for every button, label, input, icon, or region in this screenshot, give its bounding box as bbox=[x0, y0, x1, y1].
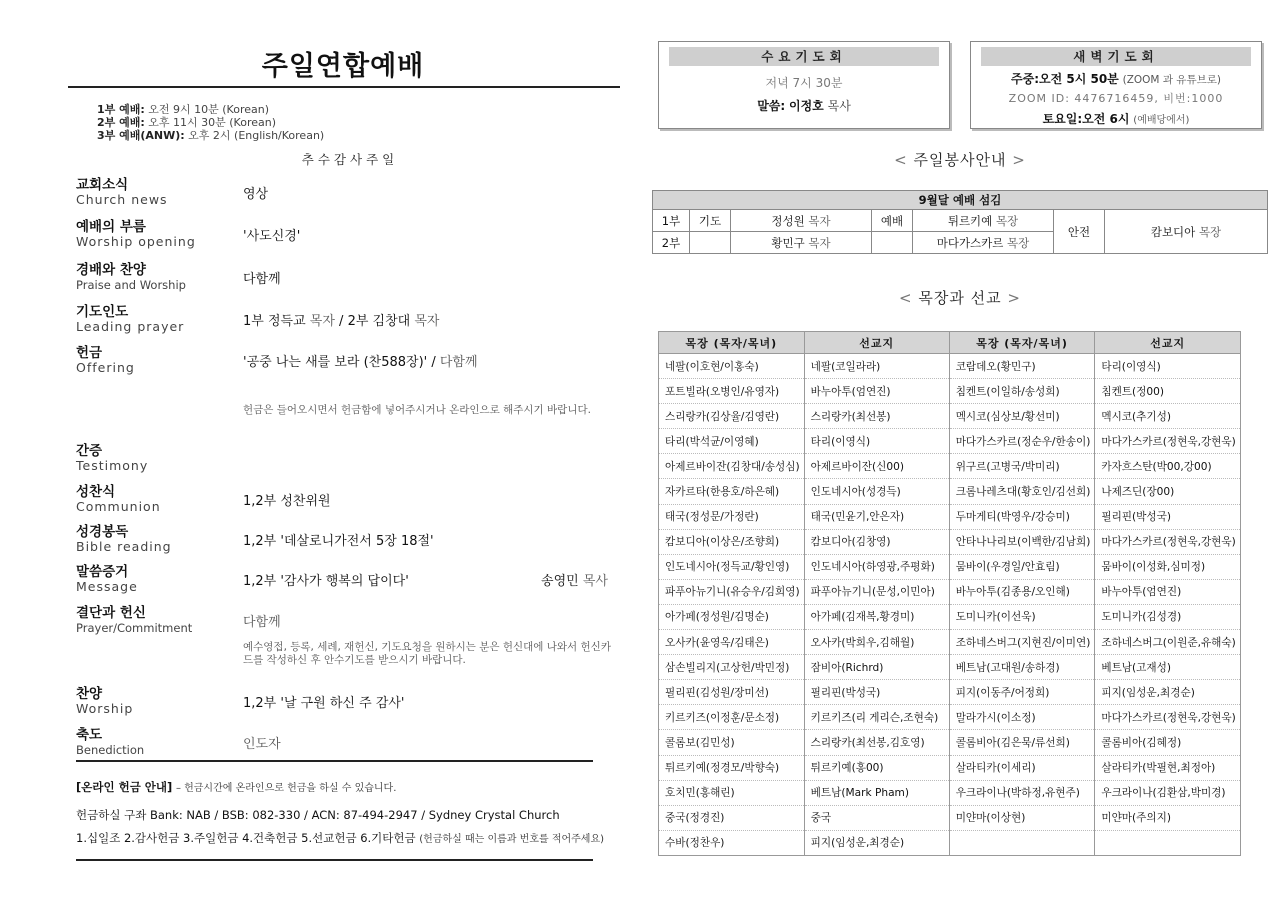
table-cell: 피지(임성운,최경순) bbox=[1095, 680, 1241, 705]
service-section-title: < 주일봉사안내 > bbox=[894, 151, 1026, 169]
online-bottom-divider bbox=[76, 859, 593, 861]
table-cell: 뭄바이(우경일/안효림) bbox=[949, 554, 1095, 579]
wednesday-prayer-box bbox=[658, 41, 950, 129]
table-row bbox=[659, 504, 1241, 529]
table-cell: 크롬나레츠대(황호인/김선희) bbox=[949, 479, 1095, 504]
table-cell: 콜롬비아(김혜정) bbox=[1095, 730, 1241, 755]
schedule-line-1: 1부 예배: 오전 9시 10분 (Korean) bbox=[97, 103, 269, 116]
worship-schedule bbox=[97, 103, 324, 142]
table-cell: 스리랑카(김상율/김영란) bbox=[659, 404, 805, 429]
table-cell: 카자흐스탄(박00,강00) bbox=[1095, 454, 1241, 479]
table-cell: 우크라이나(김환삼,박미경) bbox=[1095, 780, 1241, 805]
table-cell: 스리랑카(최선봉,김호영) bbox=[804, 730, 949, 755]
table-cell: 베트남(고대원/송하경) bbox=[949, 655, 1095, 680]
table-row bbox=[659, 604, 1241, 629]
table-cell: 타리(이영식) bbox=[804, 429, 949, 454]
service-row-1: 1부 기도 정성원 목자 예배 튀르키예 목장 안전 캄보디아 목장 bbox=[653, 210, 1268, 232]
table-cell: 캄보디아(김창영) bbox=[804, 529, 949, 554]
online-top-divider bbox=[76, 760, 593, 762]
table-cell: 콜롬보(김민성) bbox=[659, 730, 805, 755]
table-cell: 오사카(박희우,김해월) bbox=[804, 630, 949, 655]
wednesday-time: 저녁 7시 30분 bbox=[765, 76, 843, 90]
table-cell: 필리핀(박성국) bbox=[804, 680, 949, 705]
table-cell: 파푸아뉴기니(문성,이민아) bbox=[804, 579, 949, 604]
table-cell: 멕시코(심상보/황선미) bbox=[949, 404, 1095, 429]
schedule-line-2: 2부 예배: 오후 11시 30분 (Korean) bbox=[97, 116, 276, 129]
preacher: 송영민 목사 bbox=[541, 574, 608, 589]
table-cell: 두마게티(박영우/강승미) bbox=[949, 504, 1095, 529]
table-cell: 안타나나리보(이백한/김남희) bbox=[949, 529, 1095, 554]
table-row bbox=[659, 705, 1241, 730]
table-cell: 마다가스카르(정현욱,강현욱) bbox=[1095, 429, 1241, 454]
table-cell bbox=[949, 830, 1095, 855]
table-cell: 마다가스카르(정현욱,강현욱) bbox=[1095, 705, 1241, 730]
wednesday-title: 수요기도회 bbox=[669, 47, 939, 66]
table-cell: 베트남(Mark Pham) bbox=[804, 780, 949, 805]
table-cell: 필리핀(박성국) bbox=[1095, 504, 1241, 529]
offering-note: 헌금은 들어오시면서 헌금함에 넣어주시거나 온라인으로 해주시기 바랍니다. bbox=[243, 404, 591, 416]
table-cell: 태국(민윤기,안은자) bbox=[804, 504, 949, 529]
table-cell: 중국 bbox=[804, 805, 949, 830]
table-cell: 태국(정성문/가정란) bbox=[659, 504, 805, 529]
wednesday-speaker: 말씀: 이정호 목사 bbox=[757, 99, 851, 113]
table-cell: 침켄트(이일하/송성희) bbox=[949, 379, 1095, 404]
table-row bbox=[659, 830, 1241, 855]
table-cell: 네팔(이호현/이홍숙) bbox=[659, 354, 805, 379]
offering-types: 1.십일조 2.감사헌금 3.주일헌금 4.건축헌금 5.선교헌금 6.기타헌금 (헌금하실 때는 이름과 번호를 적어주세요) bbox=[76, 831, 605, 845]
table-cell: 뭄바이(이성화,심미정) bbox=[1095, 554, 1241, 579]
table-cell: 미얀마(이상현) bbox=[949, 805, 1095, 830]
service-row-2: 2부 황민구 목자 마다가스카르 목장 bbox=[653, 232, 1268, 254]
table-cell: 잠비아(Richrd) bbox=[804, 655, 949, 680]
table-cell: 삼손빌리지(고상헌/박민정) bbox=[659, 655, 805, 680]
commitment-note: 예수영접, 등록, 세례, 재헌신, 기도요청을 원하시는 분은 헌신대에 나와서 헌신카드를 작성하신 후 안수기도를 받으시기 바랍니다. bbox=[243, 641, 611, 666]
table-cell: 타리(이영식) bbox=[1095, 354, 1241, 379]
table-row bbox=[659, 454, 1241, 479]
table-cell: 아제르바이잔(신00) bbox=[804, 454, 949, 479]
table-cell: 인도네시아(하영광,주평화) bbox=[804, 554, 949, 579]
dawn-weekday: 주중:오전 5시 50분 (ZOOM 과 유튜브로) bbox=[1011, 72, 1221, 86]
table-row bbox=[659, 379, 1241, 404]
table-cell: 베트남(고재성) bbox=[1095, 655, 1241, 680]
table-cell: 바누아투(엄연진) bbox=[804, 379, 949, 404]
table-row bbox=[659, 354, 1241, 379]
table-cell: 네팔(코일라라) bbox=[804, 354, 949, 379]
table-cell: 아제르바이잔(김창대/송성심) bbox=[659, 454, 805, 479]
schedule-line-3: 3부 예배(ANW): 오후 2시 (English/Korean) bbox=[97, 129, 325, 142]
table-cell: 호치민(홍해린) bbox=[659, 780, 805, 805]
table-row bbox=[659, 805, 1241, 830]
table-cell: 마다가스카르(정현욱,강현욱) bbox=[1095, 529, 1241, 554]
table-row bbox=[659, 479, 1241, 504]
table-cell: 피지(이동주/어정희) bbox=[949, 680, 1095, 705]
table-cell bbox=[1095, 830, 1241, 855]
table-row bbox=[659, 404, 1241, 429]
dawn-prayer-box bbox=[970, 41, 1262, 129]
table-row bbox=[659, 780, 1241, 805]
service-table bbox=[652, 190, 1268, 254]
dawn-saturday: 토요일:오전 6시 (예배당에서) bbox=[1042, 112, 1190, 126]
table-cell: 위구르(고병국/박미리) bbox=[949, 454, 1095, 479]
table-cell: 오사카(윤영옥/김태은) bbox=[659, 630, 805, 655]
table-row bbox=[659, 554, 1241, 579]
table-cell: 코람데오(황민구) bbox=[949, 354, 1095, 379]
table-cell: 중국(정경진) bbox=[659, 805, 805, 830]
table-cell: 바누아투(엄연진) bbox=[1095, 579, 1241, 604]
mission-table-header: 목장 (목자/목녀) 선교지 목장 (목자/목녀) 선교지 bbox=[659, 332, 1241, 354]
service-table-header: 9월달 예배 섬김 bbox=[653, 191, 1268, 210]
mission-section-title: < 목장과 선교 > bbox=[899, 289, 1021, 307]
table-row bbox=[659, 730, 1241, 755]
table-row bbox=[659, 655, 1241, 680]
table-cell: 피지(임성운,최경순) bbox=[804, 830, 949, 855]
table-cell: 살라티카(박필현,최정아) bbox=[1095, 755, 1241, 780]
table-cell: 조하네스버그(지현진/이미연) bbox=[949, 630, 1095, 655]
table-cell: 스리랑카(최선봉) bbox=[804, 404, 949, 429]
table-cell: 인도네시아(정득교/황인영) bbox=[659, 554, 805, 579]
table-row bbox=[659, 429, 1241, 454]
week-title: 추수감사주일 bbox=[301, 152, 399, 167]
table-cell: 인도네시아(성경득) bbox=[804, 479, 949, 504]
table-cell: 포트빌라(오병인/유영자) bbox=[659, 379, 805, 404]
dawn-zoom: ZOOM ID: 4476716459, 비번:1000 bbox=[1008, 92, 1224, 105]
page-title: 주일연합예배 bbox=[261, 51, 425, 82]
table-cell: 침켄트(정00) bbox=[1095, 379, 1241, 404]
table-cell: 키르키즈(리 게리슨,조현숙) bbox=[804, 705, 949, 730]
table-cell: 아가페(김재복,황경미) bbox=[804, 604, 949, 629]
table-cell: 튀르키예(홍00) bbox=[804, 755, 949, 780]
table-cell: 키르키즈(이정훈/문소정) bbox=[659, 705, 805, 730]
table-cell: 조하네스버그(이원준,유해숙) bbox=[1095, 630, 1241, 655]
table-cell: 아가페(정성원/김명순) bbox=[659, 604, 805, 629]
table-cell: 수바(정찬우) bbox=[659, 830, 805, 855]
table-cell: 튀르키예(정경모/박향숙) bbox=[659, 755, 805, 780]
table-cell: 도미니카(이선욱) bbox=[949, 604, 1095, 629]
table-cell: 바누아투(김종용/오인해) bbox=[949, 579, 1095, 604]
table-cell: 마다가스카르(정순우/한송이) bbox=[949, 429, 1095, 454]
table-cell: 도미니카(김성경) bbox=[1095, 604, 1241, 629]
dawn-title: 새벽기도회 bbox=[981, 47, 1251, 66]
table-row bbox=[659, 680, 1241, 705]
table-cell: 필리핀(김성원/장미선) bbox=[659, 680, 805, 705]
table-cell: 자카르타(한용호/하은혜) bbox=[659, 479, 805, 504]
table-cell: 살라티카(이세리) bbox=[949, 755, 1095, 780]
table-row bbox=[659, 579, 1241, 604]
table-row bbox=[659, 630, 1241, 655]
table-cell: 우크라이나(박하정,유현주) bbox=[949, 780, 1095, 805]
table-cell: 말라가시(이소정) bbox=[949, 705, 1095, 730]
online-offering-title: [온라인 헌금 안내] – 헌금시간에 온라인으로 헌금을 하실 수 있습니다. bbox=[76, 780, 397, 794]
table-cell: 타리(박석균/이영혜) bbox=[659, 429, 805, 454]
table-cell: 콜롬비아(김은묵/류선희) bbox=[949, 730, 1095, 755]
mission-table bbox=[658, 331, 1241, 856]
bank-account: 헌금하실 구좌 Bank: NAB / BSB: 082-330 / ACN: 87-494-2947 / Sydney Crystal Church bbox=[76, 808, 560, 822]
table-cell: 나제즈딘(장00) bbox=[1095, 479, 1241, 504]
table-cell: 미얀마(주의지) bbox=[1095, 805, 1241, 830]
table-row bbox=[659, 529, 1241, 554]
table-cell: 캄보디아(이상은/조향희) bbox=[659, 529, 805, 554]
table-cell: 멕시코(추기성) bbox=[1095, 404, 1241, 429]
title-divider bbox=[68, 86, 620, 88]
table-row bbox=[659, 755, 1241, 780]
table-cell: 파푸아뉴기니(유승우/김희영) bbox=[659, 579, 805, 604]
